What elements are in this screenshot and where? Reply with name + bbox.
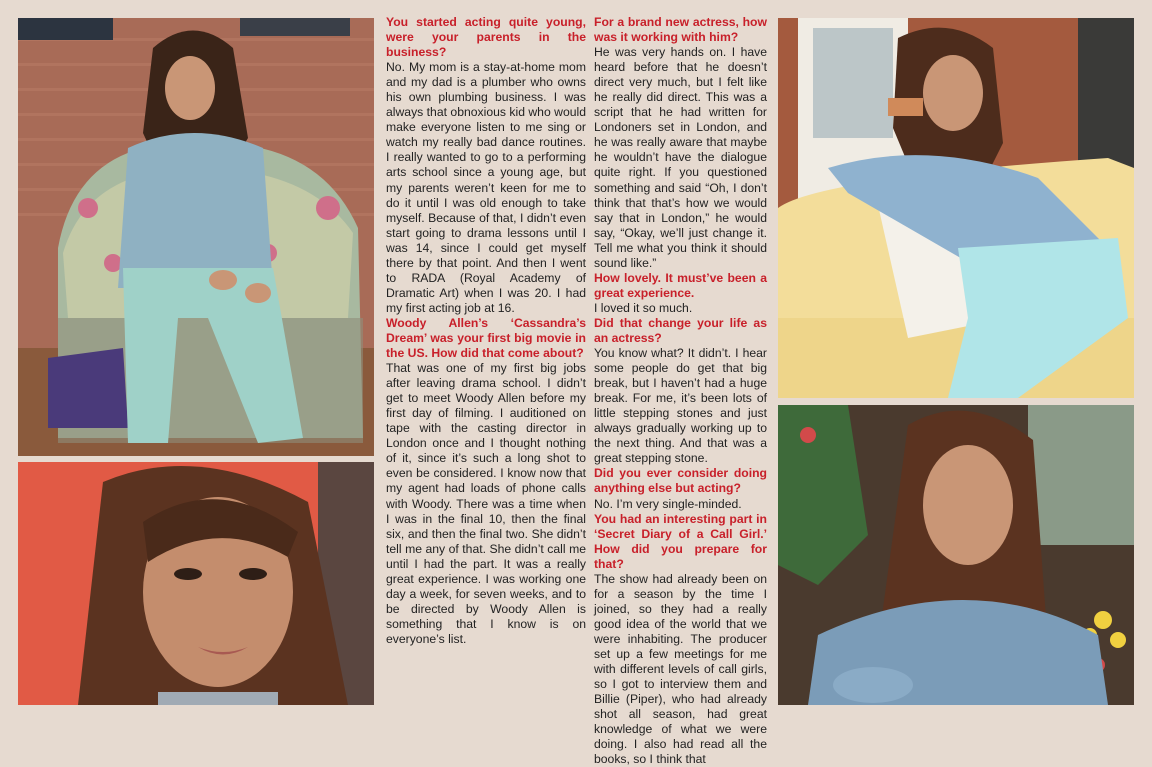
photo-closeup-red-wall (18, 462, 374, 705)
answer: I loved it so much. (594, 300, 693, 315)
question: For a brand new actress, how was it working with him? (594, 15, 767, 45)
interview-column-1 (386, 15, 586, 647)
answer: You know what? It didn’t. I hear some people do get that big break, but I haven’t had a huge break. For me, it’s been lots of little stepping stones and just always gradually working up to the next thing. And that was a great stepping stone. (594, 346, 767, 466)
question: Did that change your life as an actress? (594, 315, 767, 345)
question: You had an interesting part in ‘Secret Diary of a Call Girl.’ How did you prepare for that? (594, 511, 767, 571)
question: Did you ever consider doing anything else but acting? (594, 466, 767, 496)
photo-garden (778, 405, 1134, 705)
answer: The show had already been on for a season by the time I joined, so they had a really good idea of the world that we were inhabiting. The producer set up a few meetings for me with different levels of call girls, so I got to interview them and Billie (Piper), who had already shot all season, had great knowledge of what we were doing. I also had read all the books, so I think that (594, 571, 767, 767)
question: Woody Allen’s ‘Cassandra’s Dream’ was your first big movie in the US. How did that come about? (386, 315, 586, 361)
answer: That was one of my first big jobs after leaving drama school. I didn’t get to meet Woody Allen before my first day of filming. I auditioned on tape with the casting director in London once and I thought nothing of it, since it’s such a long shot to even be considered. I know now that my agent had loads of phone calls with Woody. There was a time when I was in the final 10, then the final six, and then the final two. She didn’t tell me any of that. She didn’t call me until I had the part. It was a really great experience. I was working one day a week, for seven weeks, and to be directed by Woody Allen is something that I know is on everyone’s list. (386, 361, 586, 646)
answer: He was very hands on. I have heard before that he doesn’t direct very much, but I felt like he really did direct. This was a script that he had written for Londoners set in London, and he was really aware that maybe he wouldn’t have the dialogue quite right. If you questioned something and said “Oh, I don’t think that that’s how we would say that in London,” he would say, “Okay, we’ll just change it. Tell me what you think it should sound like.” (594, 45, 767, 270)
answer: No. I’m very single-minded. (594, 496, 742, 511)
photo-sofa (778, 18, 1134, 398)
question: How lovely. It must’ve been a great experience. (594, 270, 767, 300)
photo-chair-brick-wall (18, 18, 374, 456)
answer: No. My mom is a stay-at-home mom and my dad is a plumber who owns his own plumbing business. I was always that obnoxious kid who would make everyone listen to me sing or watch my really bad dance routines. I really wanted to go to a performing arts school since a young age, but my parents weren’t keen for me to do it until I was old enough to take myself. Because of that, I didn’t even start going to drama lessons until I was 14, since I could get myself there by that point. And then I went to RADA (Royal Academy of Dramatic Art) when I was 20. I had my first acting job at 16. (386, 60, 586, 315)
interview-column-2 (594, 15, 767, 767)
question: You started acting quite young, were your parents in the business? (386, 15, 586, 60)
